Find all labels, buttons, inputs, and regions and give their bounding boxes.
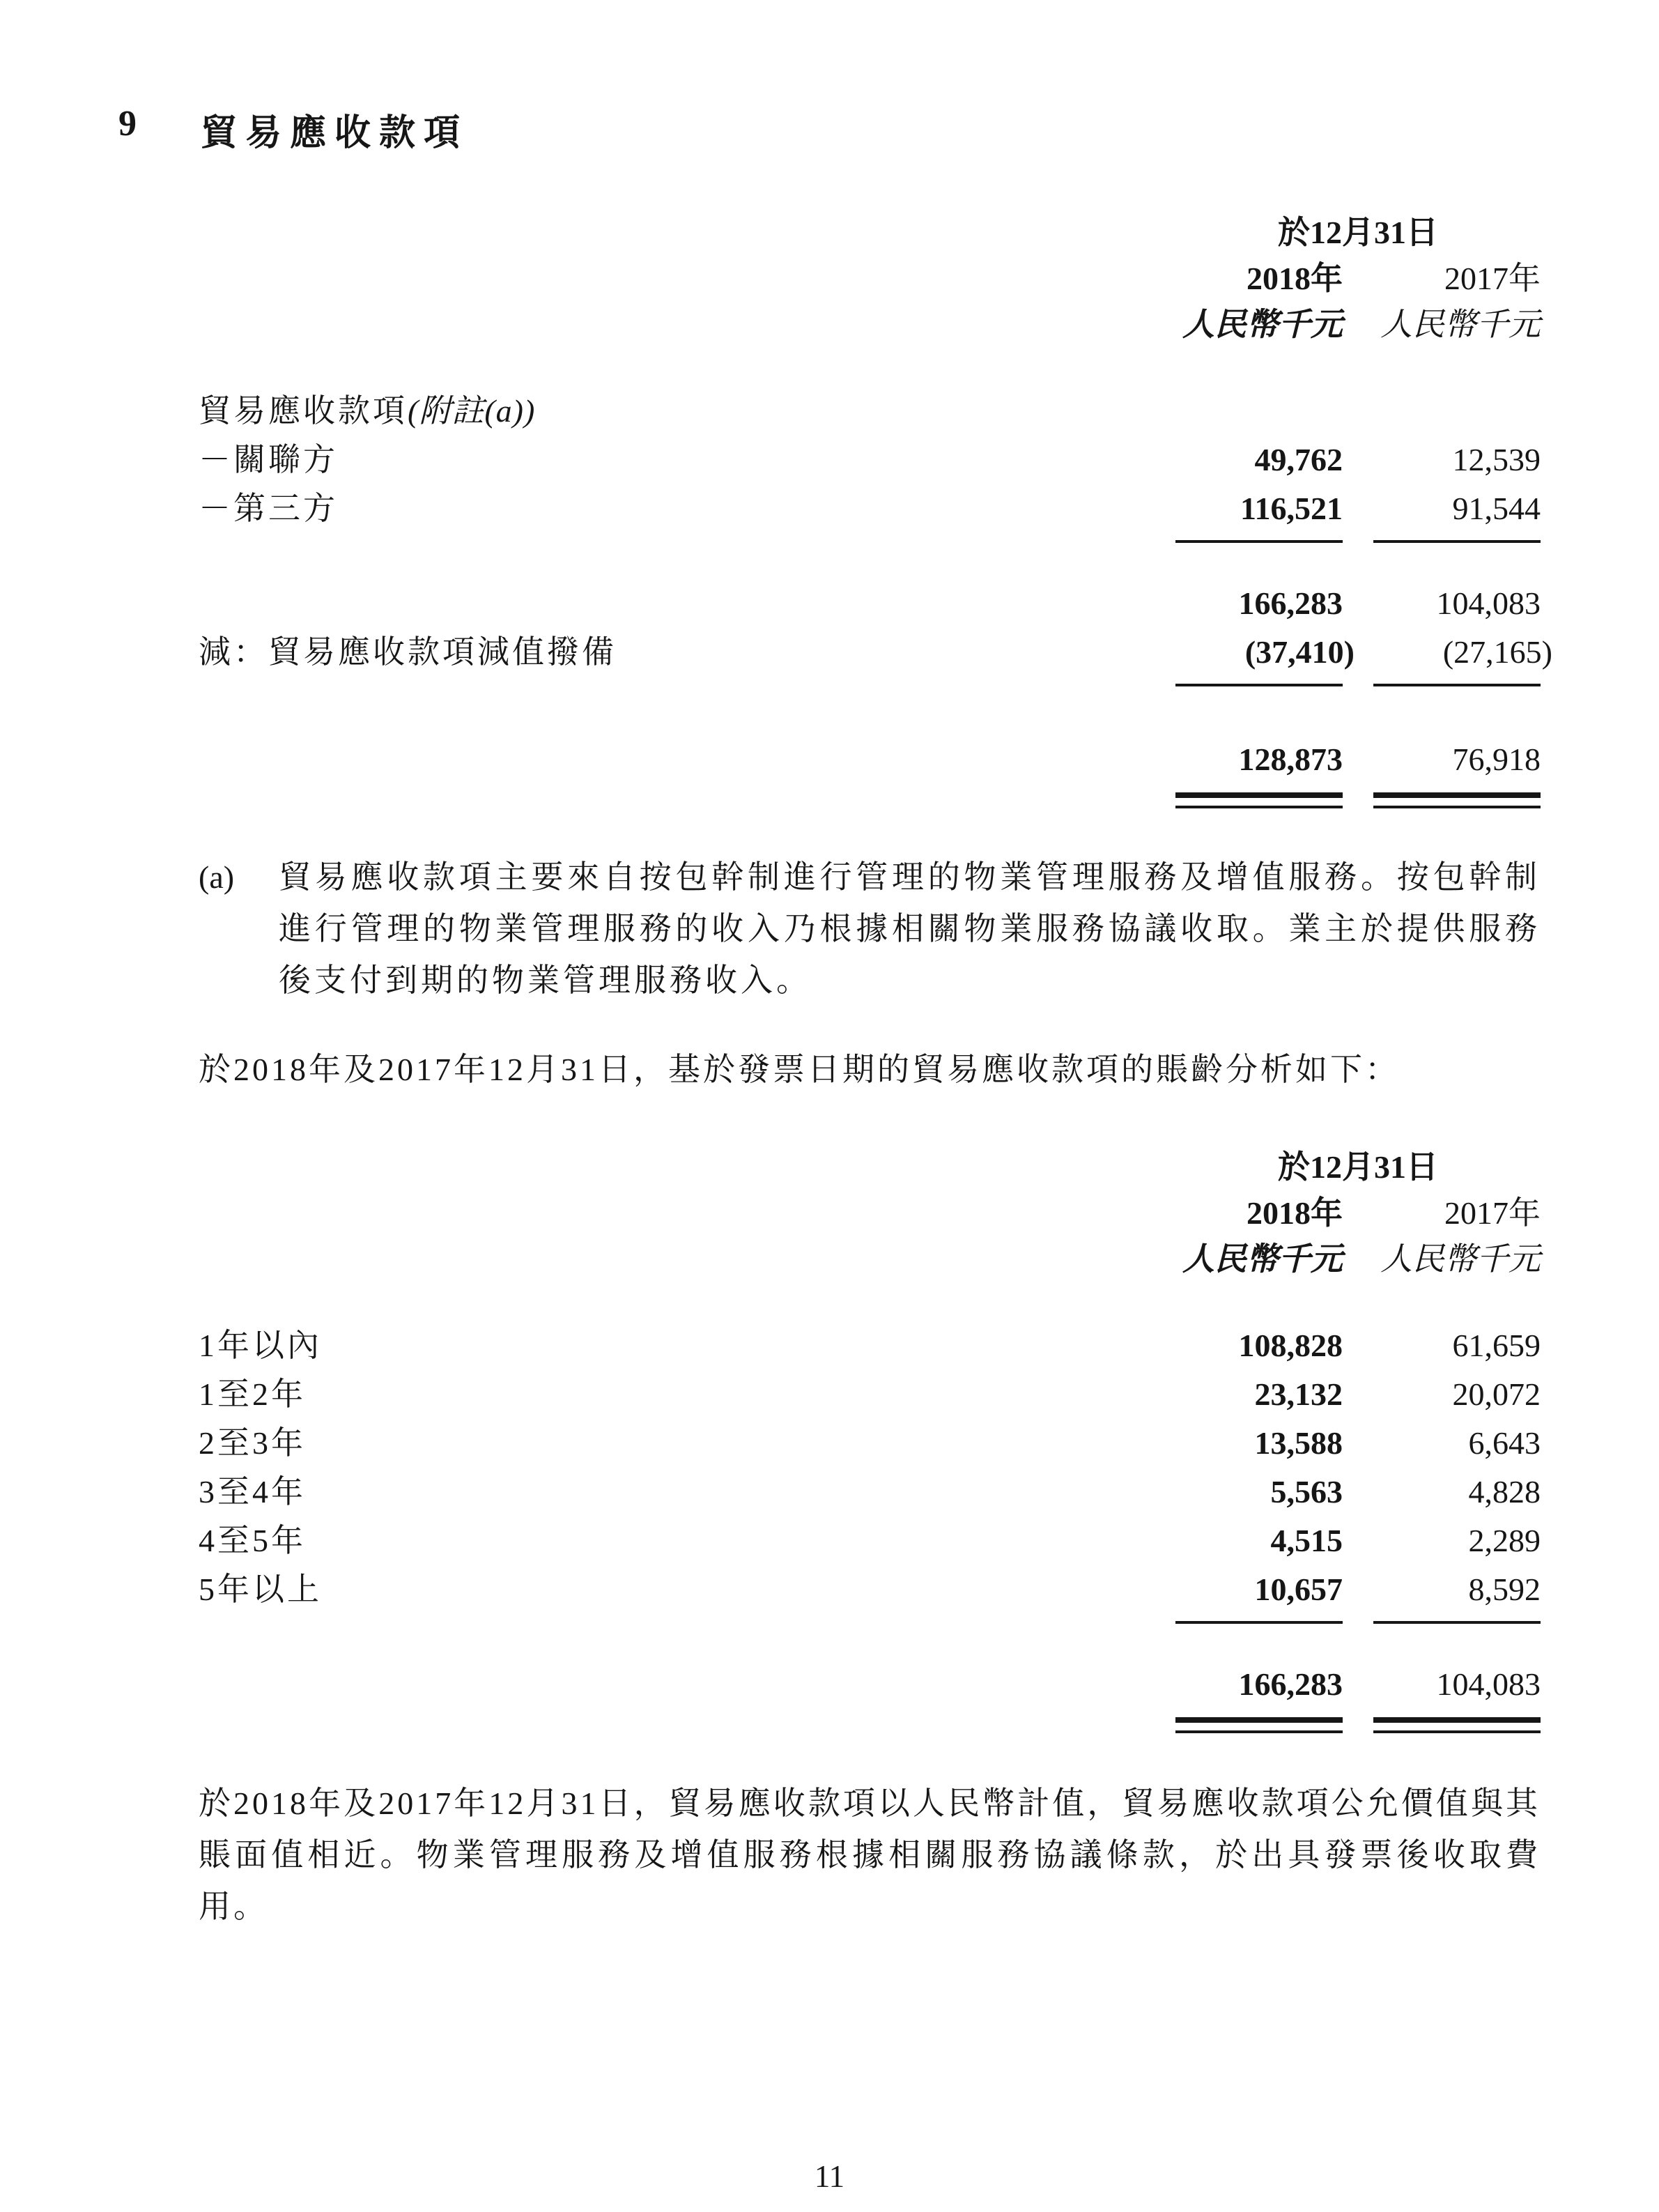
value-2018: 166,283 [1238, 585, 1343, 621]
table-row-deduction [199, 628, 1552, 677]
value-2018: 49,762 [1254, 442, 1343, 477]
table-row [199, 1321, 1541, 1370]
value-2018: 23,132 [1254, 1376, 1343, 1412]
value-2017: 4,828 [1468, 1474, 1541, 1510]
table-row [199, 1565, 1541, 1614]
group-label: 貿易應收款項 [199, 393, 408, 429]
table2-aging [199, 1321, 1541, 1733]
column-rule [1175, 1621, 1343, 1624]
value-2017: 61,659 [1452, 1328, 1541, 1363]
column-double-rule [1175, 792, 1343, 808]
value-2017: 12,539 [1452, 442, 1541, 477]
table-row [199, 1516, 1541, 1565]
row-label: 1至2年 [199, 1376, 306, 1412]
column-double-rule [1373, 1717, 1541, 1733]
row-label: 1年以內 [199, 1328, 322, 1363]
column-rule [1175, 540, 1343, 543]
column-double-rule [1175, 1717, 1343, 1733]
row-label: 5年以上 [199, 1572, 322, 1607]
row-label: 減：貿易應收款項減值撥備 [199, 634, 617, 670]
table-row-total [199, 1660, 1541, 1709]
single-rule-row [199, 677, 1541, 686]
value-2018: 116,521 [1240, 491, 1343, 526]
table-row [199, 1468, 1541, 1516]
table1 [199, 387, 1552, 808]
page-number: 11 [814, 2159, 845, 2194]
column-rule [1373, 684, 1541, 686]
value-2017: 20,072 [1452, 1376, 1541, 1412]
table-row-net-total [199, 735, 1541, 784]
column-rule [1175, 684, 1343, 686]
row-label: 2至3年 [199, 1425, 306, 1461]
value-2017: 104,083 [1436, 1666, 1541, 1702]
row-label: 3至4年 [199, 1474, 306, 1510]
table1-column-header [199, 210, 1541, 348]
section-heading [0, 103, 1659, 155]
header-unit-2018: 人民幣千元 [1182, 307, 1343, 342]
single-rule-row [199, 533, 1541, 543]
double-rule-row [199, 1709, 1541, 1733]
header-year-2018: 2018年 [1247, 261, 1343, 296]
value-2018: 5,563 [1270, 1474, 1343, 1510]
note-a-text: 貿易應收款項主要來自按包幹制進行管理的物業管理服務及增值服務。按包幹制進行管理的物業管理服務的收入乃根據相關物業服務協議收取。業主於提供服務後支付到期的物業管理服務收入。 [279, 859, 1541, 998]
header-year-2017: 2017年 [1444, 1195, 1541, 1231]
table-row [199, 387, 1541, 436]
column-rule [1373, 1621, 1541, 1624]
table-row [199, 1370, 1541, 1419]
table-row [199, 1419, 1541, 1468]
closing-paragraph: 於2018年及2017年12月31日，貿易應收款項以人民幣計值，貿易應收款項公允價值與其賬面值相近。物業管理服務及增值服務根據相關服務協議條款，於出具發票後收取費用。 [199, 1785, 1541, 1924]
page-content [199, 210, 1552, 1933]
table-row [199, 436, 1541, 484]
single-rule-row [199, 1614, 1541, 1624]
row-label: －關聯方 [199, 442, 338, 477]
value-2017: 8,592 [1468, 1572, 1541, 1607]
header-date-line: 於12月31日 [1278, 215, 1438, 250]
section-title: 貿易應收款項 [201, 114, 469, 153]
row-label: 4至5年 [199, 1523, 306, 1558]
value-2018: 13,588 [1254, 1425, 1343, 1461]
value-2017: 76,918 [1452, 742, 1541, 777]
note-a [199, 852, 1541, 1006]
header-date-line: 於12月31日 [1278, 1149, 1438, 1185]
row-label: －第三方 [199, 491, 338, 526]
section-number: 9 [118, 104, 137, 144]
value-2017: 6,643 [1468, 1425, 1541, 1461]
double-rule-row [199, 784, 1541, 808]
column-double-rule [1373, 792, 1541, 808]
row-label [199, 387, 1175, 436]
value-2018: 128,873 [1238, 742, 1343, 777]
table-row [199, 484, 1541, 533]
table2-column-header [199, 1144, 1541, 1282]
value-2017: 104,083 [1436, 585, 1541, 621]
note-a-label: (a) [199, 859, 235, 895]
value-2018: 108,828 [1238, 1328, 1343, 1363]
value-2017: 91,544 [1452, 491, 1541, 526]
header-unit-2017: 人民幣千元 [1380, 1241, 1541, 1277]
column-rule [1373, 540, 1541, 543]
header-unit-2018: 人民幣千元 [1182, 1241, 1343, 1277]
value-2018: 166,283 [1238, 1666, 1343, 1702]
aging-intro-paragraph: 於2018年及2017年12月31日，基於發票日期的貿易應收款項的賬齡分析如下： [199, 1052, 1400, 1087]
header-unit-2017: 人民幣千元 [1380, 307, 1541, 342]
table-row-subtotal [199, 579, 1541, 628]
value-2018: (37,410) [1244, 634, 1355, 670]
value-2017: (27,165) [1442, 634, 1552, 670]
value-2018: 4,515 [1270, 1523, 1343, 1558]
value-2017: 2,289 [1468, 1523, 1541, 1558]
value-2018: 10,657 [1254, 1572, 1343, 1607]
group-label-note: (附註(a)) [408, 393, 536, 429]
header-year-2018: 2018年 [1247, 1195, 1343, 1231]
header-year-2017: 2017年 [1444, 261, 1541, 296]
